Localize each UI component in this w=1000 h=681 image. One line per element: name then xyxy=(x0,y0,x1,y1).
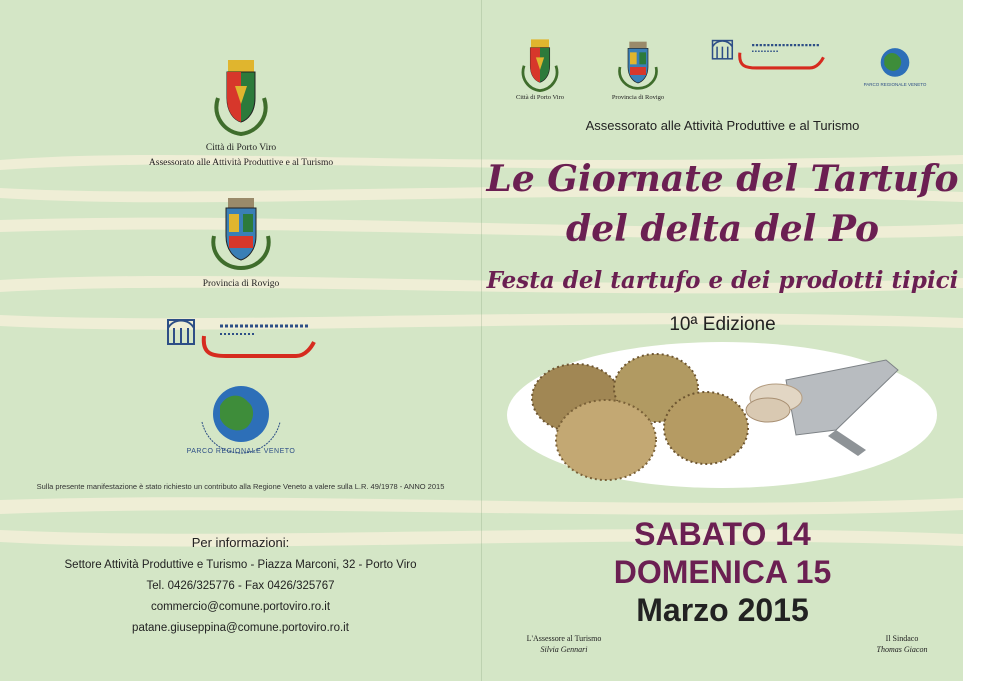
assessore-name: Silvia Gennari xyxy=(540,645,588,654)
info-email-commercio[interactable]: commercio@comune.portoviro.ro.it xyxy=(150,601,331,613)
porto-viro-caption-small: Città di Porto Viro xyxy=(515,94,565,101)
right-panel xyxy=(482,0,963,681)
sponsor-note: Sulla presente manifestazione è stato richiesto un contributo alla Regione Veneto a valere sulla L.R. 49/1978 - ANNO 2015 xyxy=(36,482,445,491)
rovigo-crest-small-icon xyxy=(616,40,660,90)
rovigo-crest-icon xyxy=(208,196,274,270)
parco-regionale-caption: PARCO REGIONALE VENETO xyxy=(186,448,296,455)
title-line-2: del delta del Po xyxy=(566,208,879,250)
sindaco-role: Il Sindaco xyxy=(885,634,919,643)
assessorato-caption: Assessorato alle Attività Produttive e al Turismo xyxy=(148,158,334,168)
edition-label: 10ª Edizione xyxy=(669,314,776,335)
porto-viro-crest-icon xyxy=(210,58,272,136)
subtitle: Festa del tartufo e dei prodotti tipici xyxy=(486,267,959,294)
sindaco-name: Thomas Giacon xyxy=(876,645,928,654)
porto-viro-crest-small-icon xyxy=(518,38,562,92)
parco-caption-small: PARCO REGIONALE VENETO xyxy=(863,82,927,87)
parco-regionale-small-icon xyxy=(872,44,918,86)
regione-logo-icon xyxy=(166,314,316,364)
left-panel xyxy=(0,0,481,681)
title-line-1: Le Giornate del Tartufo xyxy=(486,158,959,200)
info-phone: Tel. 0426/325776 - Fax 0426/325767 xyxy=(146,580,335,592)
date-month-year: Marzo 2015 xyxy=(636,592,809,628)
regione-logo-small-icon xyxy=(711,36,825,74)
rovigo-caption: Provincia di Rovigo xyxy=(202,279,280,289)
date-saturday: SABATO 14 xyxy=(634,516,811,552)
info-heading: Per informazioni: xyxy=(191,535,290,550)
date-sunday: DOMENICA 15 xyxy=(613,554,832,590)
rovigo-caption-small: Provincia di Rovigo xyxy=(611,94,665,101)
assessore-role: L'Assessore al Turismo xyxy=(526,634,602,643)
info-email-patane[interactable]: patane.giuseppina@comune.portoviro.ro.it xyxy=(132,622,349,634)
truffle-illustration xyxy=(506,340,938,490)
porto-viro-caption: Città di Porto Viro xyxy=(205,143,277,153)
info-address: Settore Attività Produttive e Turismo - Piazza Marconi, 32 - Porto Viro xyxy=(64,559,417,571)
assessorato-heading: Assessorato alle Attività Produttive e al Turismo xyxy=(585,118,860,133)
